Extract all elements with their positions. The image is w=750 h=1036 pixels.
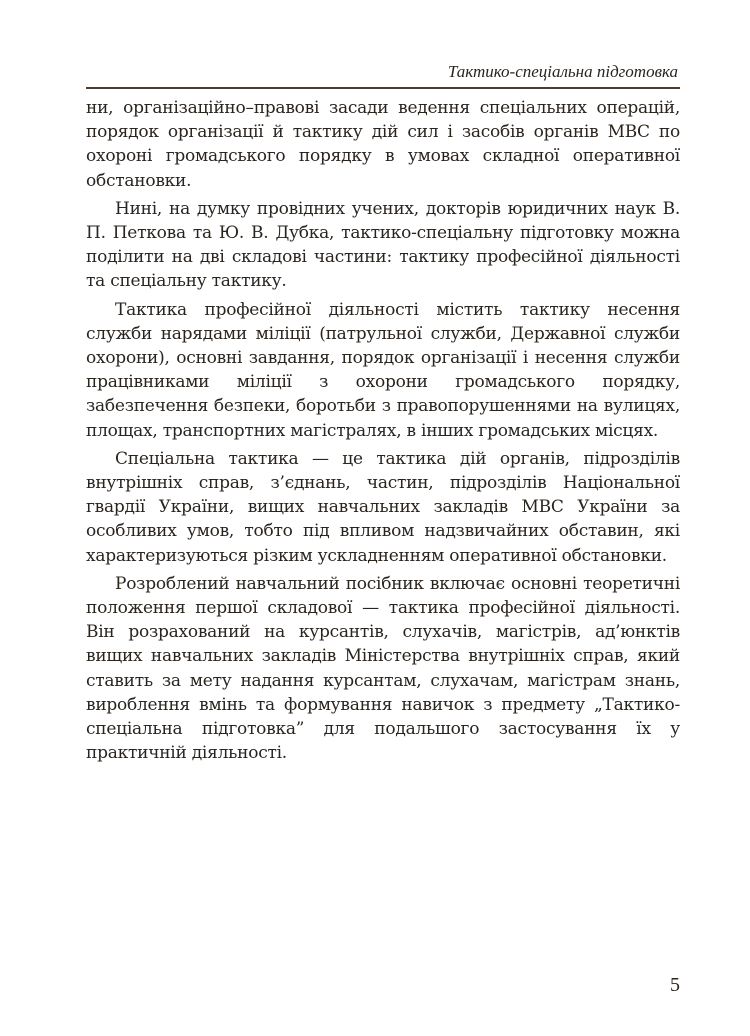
header-rule [86,87,680,89]
paragraph-continued: ни, організаційно–правові засади ведення спеціальних операцій, порядок організації й тактику дій сил і засобів органів МВС по охороні громадського порядку в умовах складної оперативної обстановки. [86,98,680,191]
paragraph: Спеціальна тактика — це тактика дій органів, підрозділів внутрішніх справ, з’єднань, частин, підрозділів Національної гвардії України, вищих навчальних закладів МВС України за особливих умов, тобто під впливом надзвичайних обставин, які характеризуються різким ускладненням оперативної обстановки. [86,448,680,566]
running-header-title: Тактико-спеціальна підготовка [447,62,678,81]
page-number: 5 [670,974,680,996]
paragraph: Розроблений навчальний посібник включає основні теоретичні положення першої складової — тактика професійної діяльності. Він розрахований на курсантів, слухачів, магістрів, ад’юнктів вищих навчальних закладів Міністерства внутрішніх справ, який ставить за мету надання курсантам, слухачам, магістрам знань, вироблення вмінь та формування навичок з предмету „Тактико-спеціальна підготовка” для подальшого застосування їх у практичній діяльності. [86,573,680,764]
paragraph: Тактика професійної діяльності містить тактику несення служби нарядами міліції (патрульної служби, Державної служби охорони), основні завдання, порядок організації і несення служби працівниками міліції з охорони громадського порядку, забезпечення безпеки, боротьби з правопорушеннями на вулицях, площах, транспортних магістралях, в інших громадських місцях. [86,299,680,441]
paragraph: Нині, на думку провідних учених, докторів юридичних наук В. П. Петкова та Ю. В. Дубка, тактико-спеціальну підготовку можна поділити на дві складові частини: тактику професійної діяльності та спеціальну тактику. [86,198,680,292]
body-text [86,96,680,769]
